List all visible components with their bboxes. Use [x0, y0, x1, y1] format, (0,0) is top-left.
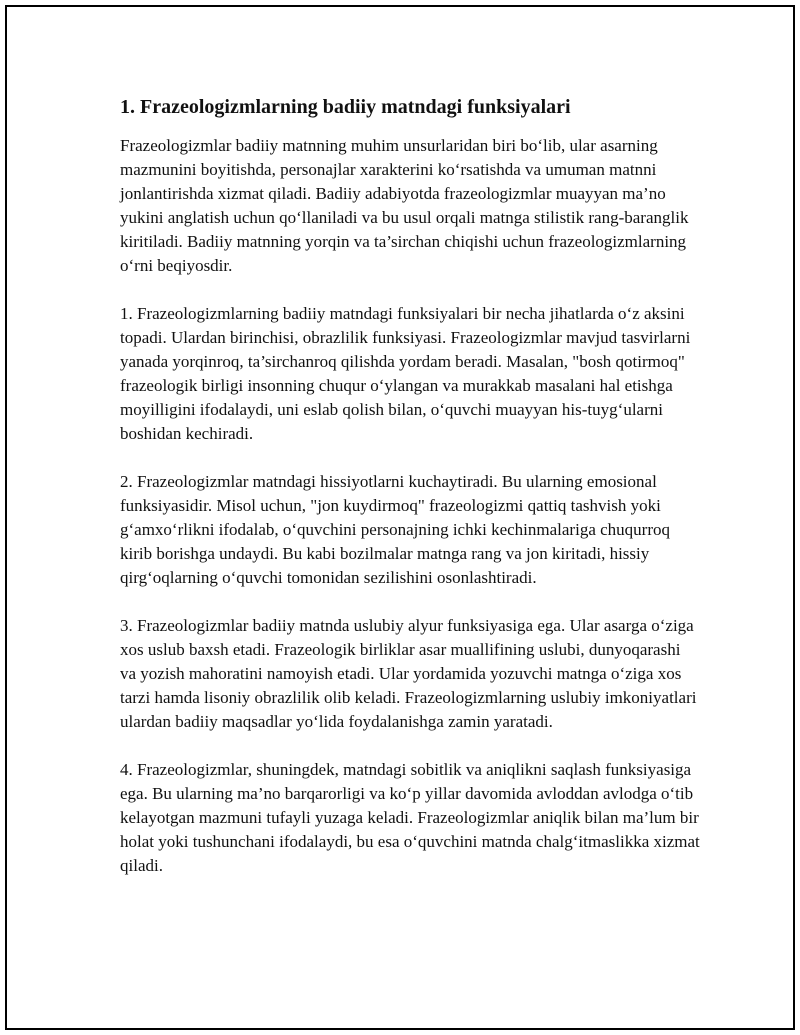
paragraph-4: 4. Frazeologizmlar, shuningdek, matndagi sobitlik va aniqlikni saqlash funksiyasiga ega. Bu ularning ma’no barqarorligi va ko‘p yillar davomida avloddan avlodga o‘tib kelayotgan mazmuni tufayli yuzaga keladi. Frazeologizmlar aniqlik bilan ma’lum bir holat yoki tushunchani ifodalaydi, bu esa o‘quvchini matnda chalg‘itmaslikka xizmat qiladi. — [120, 760, 700, 875]
paragraph-3: 3. Frazeologizmlar badiiy matnda uslubiy alyur funksiyasiga ega. Ular asarga o‘ziga xos uslub baxsh etadi. Frazeologik birliklar asar muallifining uslubi, dunyoqarashi va yozish mahoratini namoyish etadi. Ular yordamida yozuvchi matnga o‘ziga xos tarzi hamda lisoniy obrazlilik olib keladi. Frazeologizmlarning uslubiy imkoniyatlari ulardan badiiy maqsadlar yo‘lida foydalanishga zamin yaratadi. — [120, 616, 697, 731]
page-frame — [5, 5, 795, 1030]
paragraph-intro: Frazeologizmlar badiiy matnning muhim unsurlaridan biri bo‘lib, ular asarning mazmunini boyitishda, personajlar xarakterini ko‘rsatishda va umuman matnni jonlantirishda xizmat qiladi. Badiiy adabiyotda frazeologizmlar muayyan ma’no yukini anglatish uchun qo‘llaniladi va bu usul orqali matnga stilistik rang-baranglik kiritiladi. Badiiy matnning yorqin va ta’sirchan chiqishi uchun frazeologizmlarning o‘rni beqiyosdir. — [120, 136, 689, 275]
document-title: 1. Frazeologizmlarning badiiy matndagi funksiyalari — [120, 96, 571, 118]
document-body — [120, 95, 700, 902]
paragraph-2: 2. Frazeologizmlar matndagi hissiyotlarni kuchaytiradi. Bu ularning emosional funksiyasidir. Misol uchun, "jon kuydirmoq" frazeologizmi qattiq tashvish yoki g‘amxo‘rlikni ifodalab, o‘quvchini personajning ichki kechinmalariga chuqurroq kirib borishga undaydi. Bu kabi bozilmalar matnga rang va jon kiritadi, hissiy qirg‘oqlarning o‘quvchi tomonidan sezilishini osonlashtiradi. — [120, 472, 670, 587]
paragraph-1: 1. Frazeologizmlarning badiiy matndagi funksiyalari bir necha jihatlarda o‘z aksini topadi. Ulardan birinchisi, obrazlilik funksiyasi. Frazeologizmlar mavjud tasvirlarni yanada yorqinroq, ta’sirchanroq qilishda yordam beradi. Masalan, "bosh qotirmoq" frazeologik birligi insonning chuqur o‘ylangan va murakkab masalani hal etishga moyilligini ifodalaydi, uni eslab qolish bilan, o‘quvchi muayyan his-tuyg‘ularni boshidan kechiradi. — [120, 304, 691, 443]
